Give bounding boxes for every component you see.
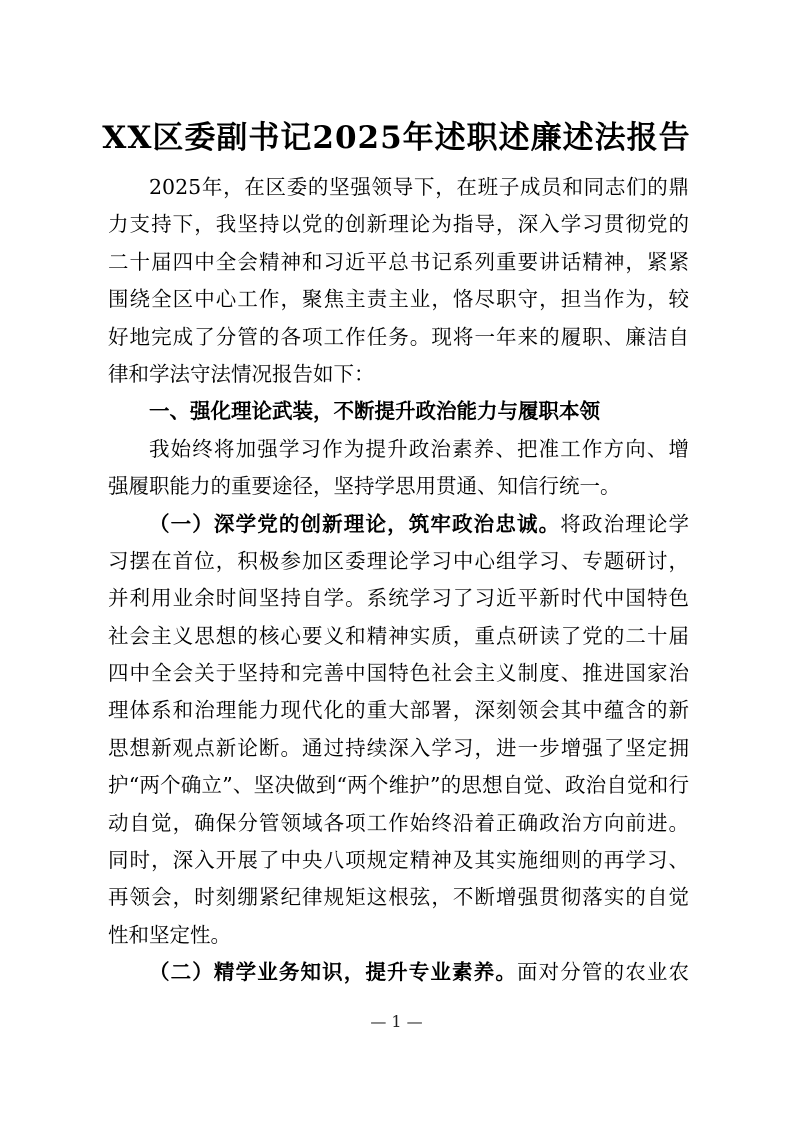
text-line bbox=[108, 506, 689, 543]
text-run: 2025年，在区委的坚强领导下，在班子成员和同志们的鼎 bbox=[149, 175, 689, 199]
text-run: 理体系和治理能力现代化的重大部署，深刻领会其中蕴含的新 bbox=[108, 698, 689, 723]
text-run: 好地完成了分管的各项工作任务。现将一年来的履职、廉洁自 bbox=[108, 324, 689, 349]
text-line bbox=[108, 169, 689, 206]
paragraph bbox=[108, 506, 689, 955]
text-line bbox=[108, 879, 689, 916]
text-line bbox=[108, 954, 689, 991]
text-line bbox=[108, 206, 689, 243]
text-run: 并利用业余时间坚持自学。系统学习了习近平新时代中国特色 bbox=[108, 586, 689, 611]
bold-lead-text: （二）精学业务知识，提升专业素养。 bbox=[149, 960, 517, 985]
text-line bbox=[108, 319, 689, 356]
text-run: 动自觉，确保分管领域各项工作始终沿着正确政治方向前进。 bbox=[108, 810, 689, 835]
text-run: 将政治理论学 bbox=[560, 511, 689, 536]
text-run: 力支持下，我坚持以党的创新理论为指导，深入学习贯彻党的 bbox=[108, 212, 689, 237]
text-run: 二十届四中全会精神和习近平总书记系列重要讲话精神，紧紧 bbox=[108, 249, 689, 274]
text-run: 围绕全区中心工作，聚焦主责主业，恪尽职守，担当作为，较 bbox=[108, 287, 689, 312]
page-number: — 1 — bbox=[370, 1012, 423, 1031]
text-line bbox=[108, 655, 689, 692]
text-line bbox=[108, 431, 689, 468]
text-line bbox=[108, 281, 689, 318]
text-run: 思想新观点新论断。通过持续深入学习，进一步增强了坚定拥 bbox=[108, 735, 689, 760]
text-run: 再领会，时刻绷紧纪律规矩这根弦，不断增强贯彻落实的自觉 bbox=[108, 885, 689, 910]
text-run: 我始终将加强学习作为提升政治素养、把准工作方向、增 bbox=[149, 436, 689, 461]
text-run: 四中全会关于坚持和完善中国特色社会主义制度、推进国家治 bbox=[108, 661, 689, 686]
text-line bbox=[108, 543, 689, 580]
text-run: 习摆在首位，积极参加区委理论学习中心组学习、专题研讨， bbox=[108, 548, 689, 573]
text-line bbox=[108, 244, 689, 281]
text-line bbox=[108, 468, 689, 505]
text-line bbox=[108, 356, 689, 393]
text-run: 一、强化理论武装，不断提升政治能力与履职本领 bbox=[149, 399, 600, 424]
text-line bbox=[108, 618, 689, 655]
text-run: 同时，深入开展了中央八项规定精神及其实施细则的再学习、 bbox=[108, 848, 689, 873]
section-heading bbox=[108, 393, 689, 430]
text-run: 护“两个确立”、坚决做到“两个维护”的思想自觉、政治自觉和行 bbox=[108, 773, 689, 798]
bold-lead-text: （一）深学党的创新理论，筑牢政治忠诚。 bbox=[149, 511, 561, 536]
text-line bbox=[108, 692, 689, 729]
document-title: XX区委副书记2025年述职述廉述法报告 bbox=[102, 120, 691, 156]
paragraph bbox=[108, 954, 689, 991]
text-line bbox=[108, 580, 689, 617]
document-body bbox=[108, 169, 689, 992]
paragraph bbox=[108, 431, 689, 506]
text-line bbox=[108, 393, 689, 430]
text-run: 面对分管的农业农 bbox=[516, 960, 689, 985]
paragraph bbox=[108, 169, 689, 393]
text-line bbox=[108, 917, 689, 954]
text-line bbox=[108, 730, 689, 767]
text-line bbox=[108, 805, 689, 842]
text-run: 律和学法守法情况报告如下： bbox=[108, 361, 375, 386]
text-run: 性和坚定性。 bbox=[108, 922, 231, 947]
text-line bbox=[108, 767, 689, 804]
text-line bbox=[108, 842, 689, 879]
text-run: 强履职能力的重要途径，坚持学思用贯通、知信行统一。 bbox=[108, 474, 621, 499]
text-run: 社会主义思想的核心要义和精神实质，重点研读了党的二十届 bbox=[108, 623, 689, 648]
